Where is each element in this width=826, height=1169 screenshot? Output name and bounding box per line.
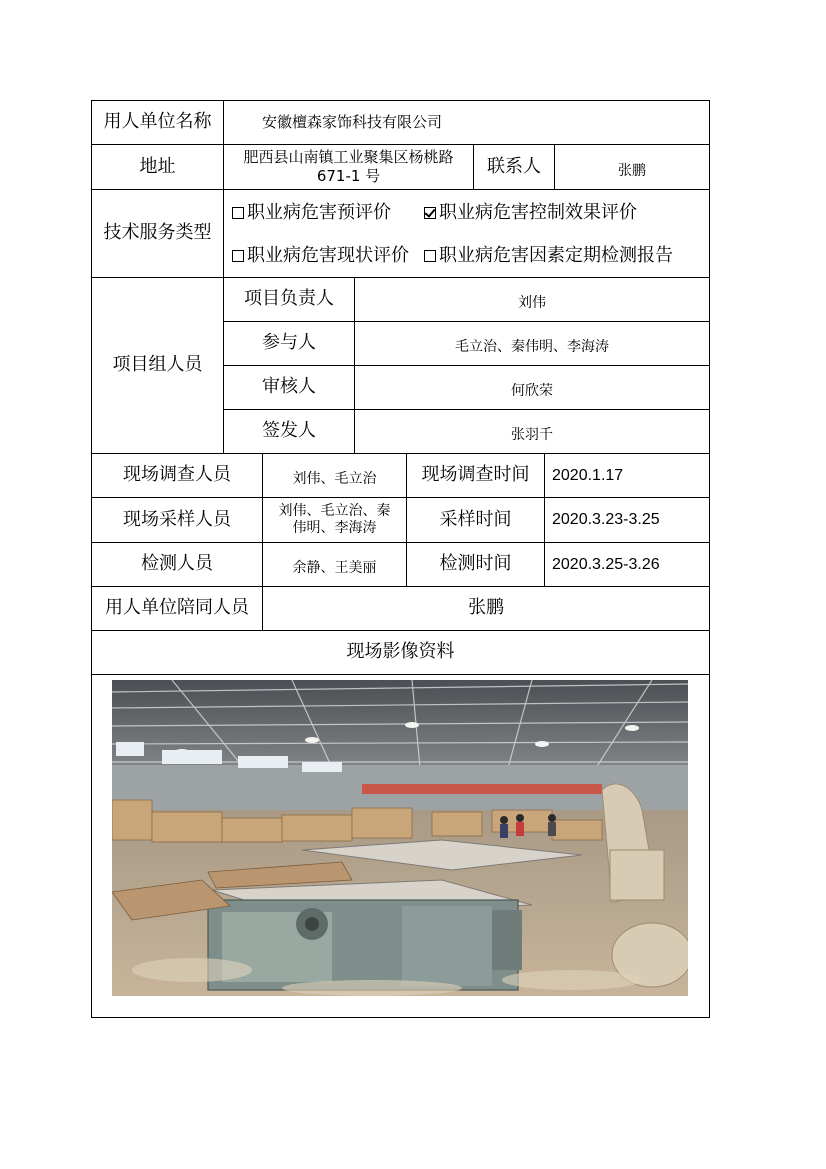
service-option-label: 职业病危害控制效果评价 [439, 201, 637, 223]
team-label: 项目组人员 [112, 354, 203, 376]
team-role-participants: 参与人 [262, 332, 316, 354]
testing-time-value: 2020.3.25-3.26 [552, 555, 660, 573]
escort-label: 用人单位陪同人员 [105, 597, 249, 619]
checkbox-icon[interactable] [232, 250, 244, 262]
checked-checkbox-icon[interactable] [424, 207, 436, 219]
survey-time-value: 2020.1.17 [552, 466, 624, 484]
sampling-staff-value [263, 498, 406, 542]
escort-value: 张鹏 [468, 597, 504, 619]
team-role-issuer: 签发人 [262, 420, 316, 442]
team-name-participants: 毛立治、秦伟明、李海涛 [455, 339, 609, 356]
service-option-label: 职业病危害预评价 [247, 201, 391, 223]
team-name-issuer: 张羽千 [511, 427, 553, 444]
contact-value: 张鹏 [618, 163, 646, 180]
address-line-2: 671-1 号 [316, 167, 381, 185]
team-name-reviewer: 何欣荣 [511, 383, 553, 400]
sampling-time-value: 2020.3.23-3.25 [552, 511, 660, 528]
contact-label: 联系人 [487, 155, 541, 177]
employer-label: 用人单位名称 [103, 111, 212, 133]
employer-value: 安徽檀森家饰科技有限公司 [262, 113, 443, 132]
factory-workshop-photo [112, 680, 688, 996]
service-option-label: 职业病危害因素定期检测报告 [439, 244, 673, 266]
sampling-staff-label: 现场采样人员 [123, 508, 231, 530]
team-role-lead: 项目负责人 [244, 288, 334, 310]
service-option-status-assessment[interactable] [232, 241, 432, 271]
checkbox-icon[interactable] [232, 207, 244, 219]
testing-time-label: 检测时间 [439, 553, 512, 575]
testing-staff-label: 检测人员 [141, 553, 213, 575]
team-name-lead: 刘伟 [518, 295, 546, 312]
photo-section-label: 现场影像资料 [346, 641, 455, 663]
service-type-label: 技术服务类型 [103, 222, 212, 244]
address-line-1: 肥西县山南镇工业聚集区杨桃路 [243, 148, 454, 167]
survey-staff-label: 现场调查人员 [123, 464, 231, 486]
address-label: 地址 [139, 155, 176, 177]
service-option-label: 职业病危害现状评价 [247, 244, 409, 266]
team-role-reviewer: 审核人 [262, 376, 316, 398]
service-option-control-effect[interactable] [424, 198, 704, 228]
service-option-pre-assessment[interactable] [232, 198, 432, 228]
survey-time-label: 现场调查时间 [421, 464, 530, 486]
testing-staff-value: 余静、王美丽 [292, 559, 377, 576]
sampling-time-label: 采样时间 [439, 508, 512, 530]
sampling-staff-line-2: 伟明、李海涛 [292, 520, 377, 536]
sampling-staff-line-1: 刘伟、毛立治、秦 [278, 502, 391, 519]
survey-staff-value: 刘伟、毛立治 [292, 470, 377, 487]
address-value [224, 145, 473, 189]
service-option-periodic-testing[interactable] [424, 241, 708, 271]
checkbox-icon[interactable] [424, 250, 436, 262]
